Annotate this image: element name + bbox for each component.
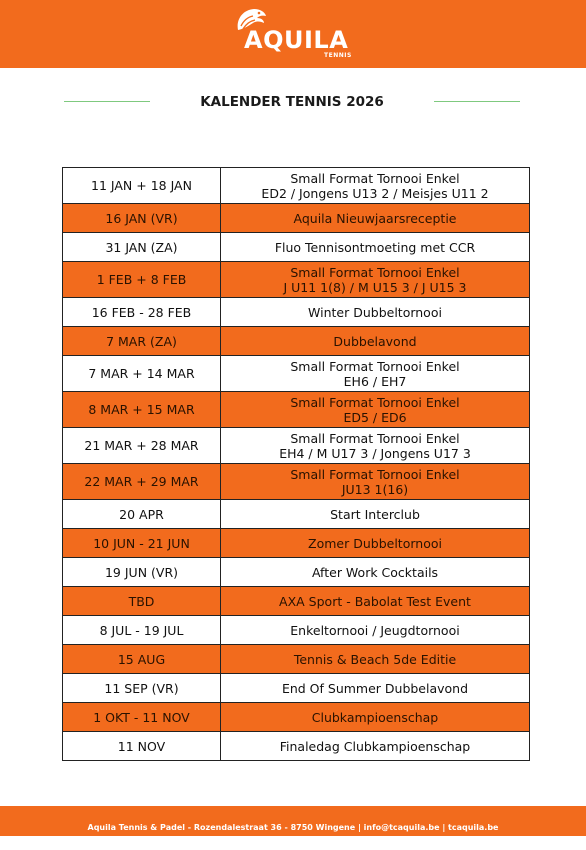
event-name	[221, 732, 530, 761]
event-line: Small Format Tornooi Enkel	[290, 394, 460, 410]
event-line: ED2 / Jongens U13 2 / Meisjes U11 2	[261, 185, 489, 201]
event-line: JU13 1(16)	[341, 481, 409, 497]
event-line: Winter Dubbeltornooi	[308, 304, 442, 320]
event-line: Clubkampioenschap	[311, 709, 439, 725]
event-name	[221, 233, 530, 262]
event-date: 7 MAR (ZA)	[63, 327, 221, 356]
event-date: 1 OKT - 11 NOV	[63, 703, 221, 732]
event-line: Enkeltornooi / Jeugdtornooi	[290, 622, 460, 638]
event-line: Small Format Tornooi Enkel	[290, 358, 460, 374]
event-date: 8 MAR + 15 MAR	[63, 392, 221, 428]
calendar-table	[62, 167, 530, 761]
event-date: 21 MAR + 28 MAR	[63, 428, 221, 464]
event-line: Dubbelavond	[333, 333, 417, 349]
event-name	[221, 616, 530, 645]
calendar-row	[63, 356, 530, 392]
event-line: ED5 / ED6	[343, 409, 407, 425]
event-name	[221, 392, 530, 428]
event-name	[221, 204, 530, 233]
event-line: EH4 / M U17 3 / Jongens U17 3	[279, 445, 471, 461]
calendar-row	[63, 703, 530, 732]
event-date: 16 JAN (VR)	[63, 204, 221, 233]
event-date: TBD	[63, 587, 221, 616]
event-line: End Of Summer Dubbelavond	[281, 680, 469, 696]
calendar-row	[63, 732, 530, 761]
event-name	[221, 464, 530, 500]
calendar-row	[63, 587, 530, 616]
event-date: 22 MAR + 29 MAR	[63, 464, 221, 500]
event-line: Start Interclub	[330, 506, 420, 522]
event-line: Zomer Dubbeltornooi	[308, 535, 442, 551]
event-name	[221, 428, 530, 464]
calendar-row	[63, 327, 530, 356]
calendar-row	[63, 262, 530, 298]
header-bar	[0, 0, 586, 68]
event-date: 8 JUL - 19 JUL	[63, 616, 221, 645]
calendar-row	[63, 464, 530, 500]
calendar-row	[63, 298, 530, 327]
event-name	[221, 558, 530, 587]
event-date: 11 SEP (VR)	[63, 674, 221, 703]
event-name	[221, 703, 530, 732]
calendar-row	[63, 674, 530, 703]
event-line: AXA Sport - Babolat Test Event	[279, 593, 471, 609]
calendar-row	[63, 645, 530, 674]
calendar-row	[63, 558, 530, 587]
event-date: 7 MAR + 14 MAR	[63, 356, 221, 392]
event-date: 1 FEB + 8 FEB	[63, 262, 221, 298]
event-date: 11 NOV	[63, 732, 221, 761]
event-name	[221, 168, 530, 204]
event-date: 19 JUN (VR)	[63, 558, 221, 587]
calendar-row	[63, 500, 530, 529]
event-line: Small Format Tornooi Enkel	[290, 170, 460, 186]
event-date: 15 AUG	[63, 645, 221, 674]
event-name	[221, 674, 530, 703]
event-name	[221, 262, 530, 298]
calendar-row	[63, 168, 530, 204]
event-date: 16 FEB - 28 FEB	[63, 298, 221, 327]
event-line: Aquila Nieuwjaarsreceptie	[293, 210, 457, 226]
event-line: J U11 1(8) / M U15 3 / J U15 3	[283, 279, 467, 295]
calendar-row	[63, 204, 530, 233]
event-name	[221, 298, 530, 327]
event-line: After Work Cocktails	[311, 564, 439, 580]
brand-subtitle: TENNIS	[324, 52, 352, 59]
event-date: 20 APR	[63, 500, 221, 529]
title-divider-left	[64, 101, 150, 102]
event-line: Small Format Tornooi Enkel	[290, 430, 460, 446]
event-name	[221, 587, 530, 616]
title-divider-right	[434, 101, 520, 102]
event-name	[221, 356, 530, 392]
event-line: Tennis & Beach 5de Editie	[293, 651, 457, 667]
footer-contact: Aquila Tennis & Padel - Rozendalestraat 36 - 8750 Wingene | info@tcaquila.be | tcaquila.be	[0, 806, 586, 836]
event-name	[221, 500, 530, 529]
event-line: Finaledag Clubkampioenschap	[279, 738, 471, 754]
calendar-row	[63, 616, 530, 645]
event-line: Fluo Tennisontmoeting met CCR	[274, 239, 476, 255]
calendar-row	[63, 233, 530, 262]
event-name	[221, 645, 530, 674]
calendar-row	[63, 392, 530, 428]
event-line: Small Format Tornooi Enkel	[290, 466, 460, 482]
page-title: KALENDER TENNIS 2026	[200, 94, 384, 110]
event-date: 11 JAN + 18 JAN	[63, 168, 221, 204]
event-name	[221, 529, 530, 558]
event-date: 10 JUN - 21 JUN	[63, 529, 221, 558]
event-line: Small Format Tornooi Enkel	[290, 264, 460, 280]
calendar-row	[63, 428, 530, 464]
calendar-row	[63, 529, 530, 558]
event-date: 31 JAN (ZA)	[63, 233, 221, 262]
event-line: EH6 / EH7	[343, 373, 407, 389]
aquila-logo[interactable]	[232, 6, 356, 62]
brand-name: AQUILA	[244, 26, 349, 54]
event-name	[221, 327, 530, 356]
